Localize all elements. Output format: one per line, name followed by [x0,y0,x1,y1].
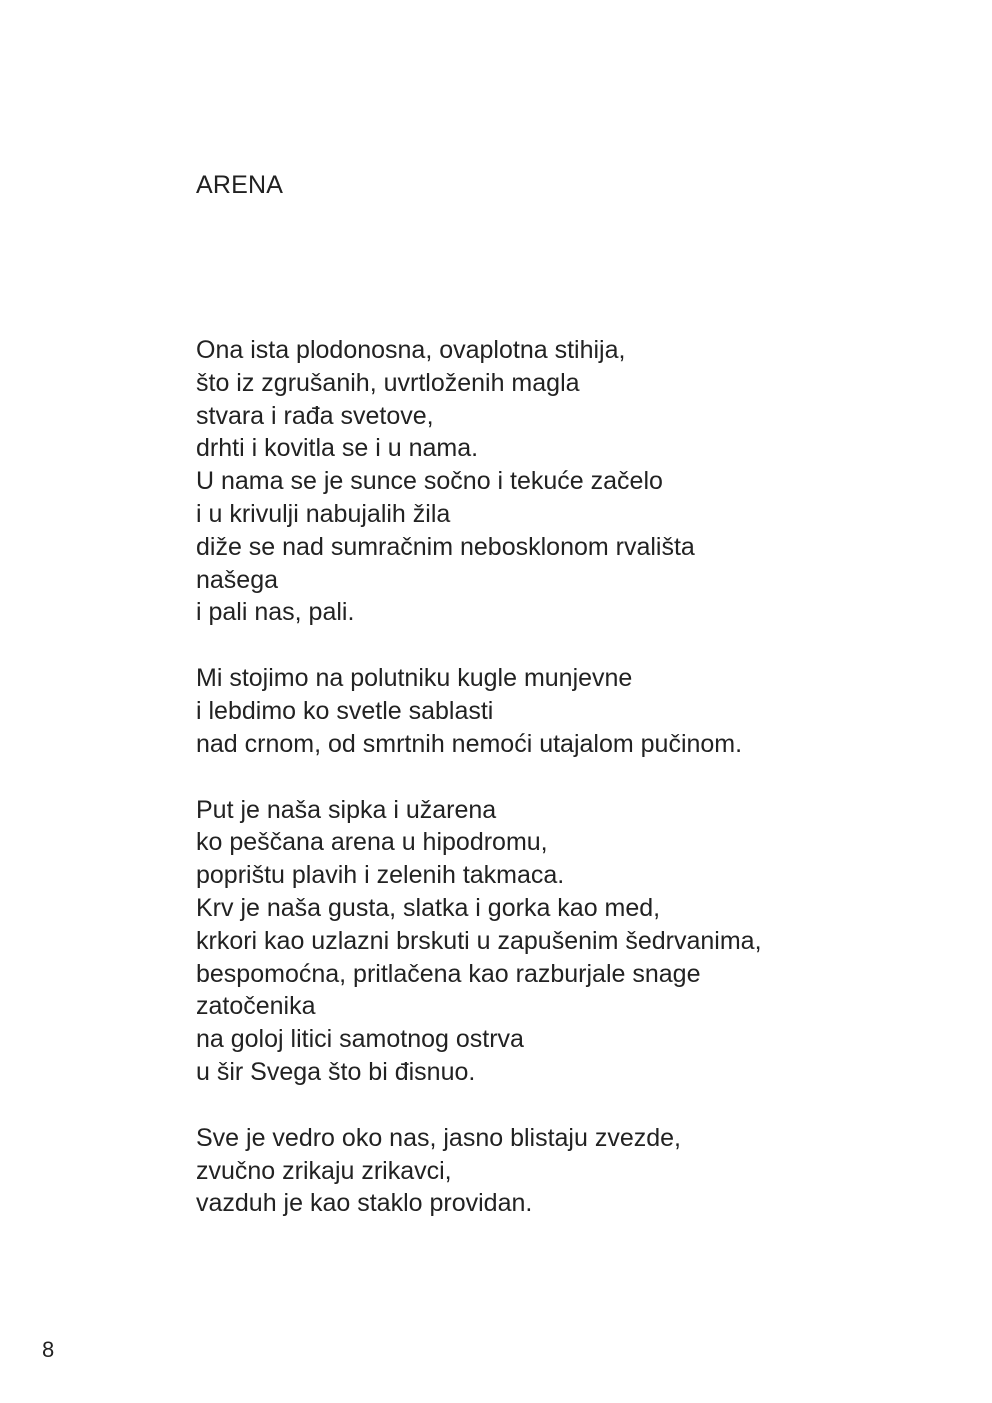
poem-line: U nama se je sunce sočno i tekuće začelo [196,467,663,496]
poem-line: poprištu plavih i zelenih takmaca. [196,861,565,890]
poem-line: vazduh je kao staklo providan. [196,1189,533,1218]
poem-line: zatočenika [196,992,316,1021]
poem-line: u šir Svega što bi đisnuo. [196,1057,476,1086]
poem-line: drhti i kovitla se i u nama. [196,434,479,463]
poem-line: Krv je naša gusta, slatka i gorka kao med, [196,893,661,922]
poem-line: i pali nas, pali. [196,598,355,627]
poem-line: Sve je vedro oko nas, jasno blistaju zvezde, [196,1123,681,1152]
stanza-4 [196,1122,896,1220]
poem-title: ARENA [196,171,284,199]
poem-line: ko peščana arena u hipodromu, [196,828,548,857]
poem-line: zvučno zrikaju zrikavci, [196,1156,452,1185]
poem-line: stvara i rađa svetove, [196,401,434,430]
poem-line: i lebdimo ko svetle sablasti [196,696,494,725]
poem-line: Put je naša sipka i užarena [196,795,497,824]
poem-line: što iz zgrušanih, uvrtloženih magla [196,368,580,397]
poem-line: krkori kao uzlazni brskuti u zapušenim šedrvanima, [196,926,762,955]
poem-line: nad crnom, od smrtnih nemoći utajalom pučinom. [196,729,743,758]
poem-line: diže se nad sumračnim nebosklonom rvališta [196,532,695,561]
stanza-3 [196,794,896,1089]
page-number: 8 [42,1337,55,1362]
poem-line: na goloj litici samotnog ostrva [196,1025,524,1054]
poem-line: bespomoćna, pritlačena kao razburjale snage [196,959,701,988]
poem-line: i u krivulji nabujalih žila [196,499,451,528]
poem-line: Ona ista plodonosna, ovaplotna stihija, [196,336,626,364]
poem-body [196,334,896,1253]
poem-line: našega [196,565,279,594]
poem-line: Mi stojimo na polutniku kugle munjevne [196,664,633,693]
stanza-1 [196,334,896,629]
stanza-2 [196,662,896,760]
